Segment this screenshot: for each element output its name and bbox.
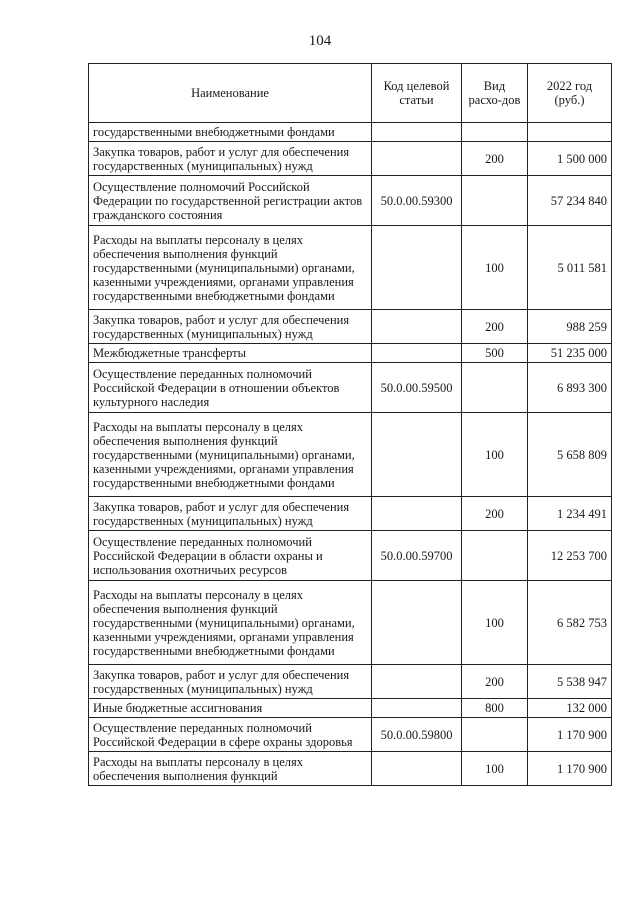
header-amount: 2022 год (руб.) (528, 64, 612, 123)
row-vid: 800 (462, 699, 528, 718)
row-name: Осуществление переданных полномочий Российской Федерации в сфере охраны здоровья (89, 718, 372, 752)
row-amount: 1 234 491 (528, 497, 612, 531)
table-header-row (89, 64, 612, 123)
table-row (89, 310, 612, 344)
table-row (89, 531, 612, 581)
row-amount: 51 235 000 (528, 344, 612, 363)
row-vid: 200 (462, 665, 528, 699)
table-body (89, 123, 612, 786)
table-row (89, 665, 612, 699)
row-code (372, 497, 462, 531)
row-code: 50.0.00.59800 (372, 718, 462, 752)
row-code (372, 344, 462, 363)
row-name: государственными внебюджетными фондами (89, 123, 372, 142)
row-code (372, 665, 462, 699)
row-code (372, 752, 462, 786)
row-code: 50.0.00.59700 (372, 531, 462, 581)
row-vid: 200 (462, 310, 528, 344)
table-row (89, 123, 612, 142)
row-amount: 57 234 840 (528, 176, 612, 226)
row-code: 50.0.00.59300 (372, 176, 462, 226)
row-code (372, 699, 462, 718)
header-vid: Вид расхо-дов (462, 64, 528, 123)
row-vid: 500 (462, 344, 528, 363)
header-code: Код целевой статьи (372, 64, 462, 123)
row-code (372, 413, 462, 497)
row-name: Осуществление переданных полномочий Российской Федерации в области охраны и использования охотничьих ресурсов (89, 531, 372, 581)
row-vid: 100 (462, 752, 528, 786)
row-name: Расходы на выплаты персоналу в целях обеспечения выполнения функций государственными (муниципальными) органами, казенными учреждениями, органами управления государственными внебюджетными фондами (89, 581, 372, 665)
row-name: Расходы на выплаты персоналу в целях обеспечения выполнения функций (89, 752, 372, 786)
row-name: Закупка товаров, работ и услуг для обеспечения государственных (муниципальных) нужд (89, 497, 372, 531)
row-amount: 6 582 753 (528, 581, 612, 665)
row-name: Осуществление переданных полномочий Российской Федерации в отношении объектов культурного наследия (89, 363, 372, 413)
row-name: Иные бюджетные ассигнования (89, 699, 372, 718)
row-amount: 6 893 300 (528, 363, 612, 413)
row-vid (462, 718, 528, 752)
row-name: Закупка товаров, работ и услуг для обеспечения государственных (муниципальных) нужд (89, 142, 372, 176)
row-code (372, 581, 462, 665)
table-row (89, 413, 612, 497)
header-name: Наименование (89, 64, 372, 123)
row-vid (462, 176, 528, 226)
row-amount: 5 658 809 (528, 413, 612, 497)
row-name: Осуществление полномочий Российской Федерации по государственной регистрации актов гражданского состояния (89, 176, 372, 226)
row-name: Межбюджетные трансферты (89, 344, 372, 363)
row-amount: 1 170 900 (528, 718, 612, 752)
row-vid (462, 363, 528, 413)
row-vid (462, 531, 528, 581)
row-amount: 1 170 900 (528, 752, 612, 786)
row-amount: 988 259 (528, 310, 612, 344)
table-row (89, 752, 612, 786)
row-vid: 200 (462, 142, 528, 176)
row-amount (528, 123, 612, 142)
row-amount: 132 000 (528, 699, 612, 718)
table-row (89, 176, 612, 226)
row-amount: 5 011 581 (528, 226, 612, 310)
row-code (372, 310, 462, 344)
table-row (89, 497, 612, 531)
row-vid: 100 (462, 226, 528, 310)
table-row (89, 226, 612, 310)
table-row (89, 718, 612, 752)
row-vid: 100 (462, 413, 528, 497)
row-amount: 12 253 700 (528, 531, 612, 581)
row-vid: 200 (462, 497, 528, 531)
row-code (372, 142, 462, 176)
row-name: Расходы на выплаты персоналу в целях обеспечения выполнения функций государственными (муниципальными) органами, казенными учреждениями, органами управления государственными внебюджетными фондами (89, 413, 372, 497)
row-vid: 100 (462, 581, 528, 665)
row-code (372, 226, 462, 310)
table-row (89, 344, 612, 363)
table-row (89, 363, 612, 413)
row-name: Закупка товаров, работ и услуг для обеспечения государственных (муниципальных) нужд (89, 310, 372, 344)
row-code: 50.0.00.59500 (372, 363, 462, 413)
row-name: Расходы на выплаты персоналу в целях обеспечения выполнения функций государственными (муниципальными) органами, казенными учреждениями, органами управления государственными внебюджетными фондами (89, 226, 372, 310)
row-name: Закупка товаров, работ и услуг для обеспечения государственных (муниципальных) нужд (89, 665, 372, 699)
table-row (89, 142, 612, 176)
budget-table (88, 63, 612, 786)
row-vid (462, 123, 528, 142)
table-row (89, 581, 612, 665)
table-row (89, 699, 612, 718)
page-number: 104 (308, 33, 332, 49)
row-code (372, 123, 462, 142)
row-amount: 1 500 000 (528, 142, 612, 176)
row-amount: 5 538 947 (528, 665, 612, 699)
